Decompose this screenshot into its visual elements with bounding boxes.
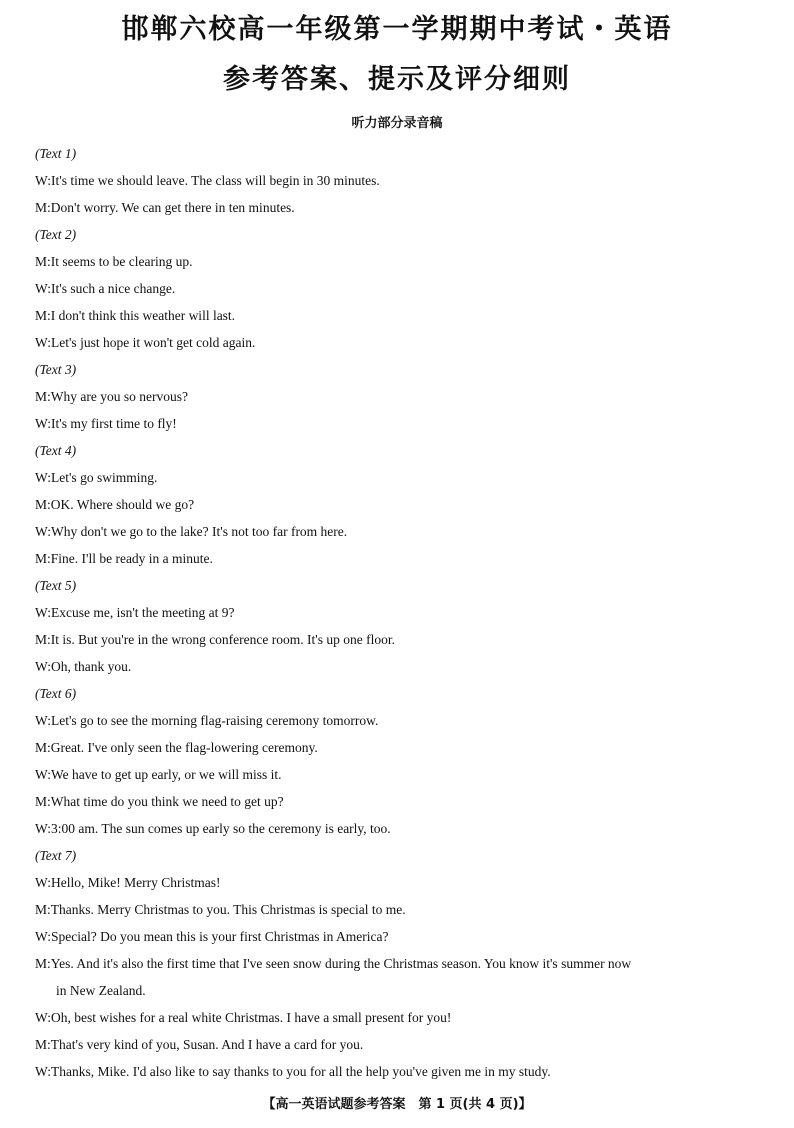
dialog-text-continuation: in New Zealand. <box>56 983 146 998</box>
speaker-label: M <box>35 389 48 404</box>
dialog-text: Special? Do you mean this is your first Christmas in America? <box>51 929 389 944</box>
dialog-text: Great. I've only seen the flag-lowering ceremony. <box>50 740 318 755</box>
text-section-label <box>35 356 765 383</box>
dialog-text: Thanks. Merry Christmas to you. This Christmas is special to me. <box>50 902 406 917</box>
dialog-text: 3:00 am. The sun comes up early so the ceremony is early, too. <box>51 821 391 836</box>
dialog-line <box>35 167 765 194</box>
speaker-label: W <box>35 767 48 782</box>
speaker-colon: : <box>47 335 52 350</box>
speaker-colon: : <box>47 875 52 890</box>
text-section-label <box>35 842 765 869</box>
dialog-line <box>35 923 765 950</box>
dialog-line <box>35 734 765 761</box>
text-label: (Text 2) <box>35 227 77 242</box>
text-label: (Text 1) <box>35 146 77 161</box>
dialog-text: Oh, best wishes for a real white Christmas. I have a small present for you! <box>51 1010 452 1025</box>
speaker-colon: : <box>47 821 52 836</box>
speaker-label: M <box>35 956 48 971</box>
dialog-line <box>35 950 765 1004</box>
dialog-line <box>35 275 765 302</box>
dialog-text: It's time we should leave. The class will begin in 30 minutes. <box>51 173 380 188</box>
dialog-line <box>35 626 765 653</box>
speaker-colon: : <box>47 929 52 944</box>
dialog-text: We have to get up early, or we will miss it. <box>51 767 282 782</box>
dialog-text: It's my first time to fly! <box>51 416 177 431</box>
text-section-label <box>35 680 765 707</box>
dialog-line <box>35 869 765 896</box>
dialog-text: It's such a nice change. <box>51 281 176 296</box>
dialog-line <box>35 788 765 815</box>
listening-transcript <box>35 140 765 1085</box>
speaker-label: W <box>35 1064 48 1079</box>
speaker-label: M <box>35 551 48 566</box>
text-section-label <box>35 140 765 167</box>
dialog-text: OK. Where should we go? <box>50 497 195 512</box>
speaker-colon: : <box>47 524 52 539</box>
speaker-colon: : <box>47 713 52 728</box>
dialog-line <box>35 329 765 356</box>
dialog-line <box>35 518 765 545</box>
speaker-label: M <box>35 632 48 647</box>
dialog-line <box>35 599 765 626</box>
speaker-label: W <box>35 605 48 620</box>
speaker-colon: : <box>47 956 51 971</box>
dialog-text: Fine. I'll be ready in a minute. <box>50 551 213 566</box>
speaker-label: W <box>35 281 48 296</box>
dialog-line <box>35 1058 765 1085</box>
speaker-label: W <box>35 659 48 674</box>
speaker-colon: : <box>47 551 51 566</box>
text-label: (Text 5) <box>35 578 77 593</box>
speaker-label: W <box>35 875 48 890</box>
dialog-text: Let's go to see the morning flag-raising ceremony tomorrow. <box>51 713 379 728</box>
page-footer: 【高一英语试题参考答案 第 1 页(共 4 页)】 <box>262 1097 532 1112</box>
speaker-label: M <box>35 200 48 215</box>
dialog-text: It seems to be clearing up. <box>50 254 193 269</box>
speaker-colon: : <box>47 281 52 296</box>
dialog-text: Thanks, Mike. I'd also like to say thanks to you for all the help you've given me in my study. <box>51 1064 551 1079</box>
speaker-label: W <box>35 173 48 188</box>
dialog-text: Hello, Mike! Merry Christmas! <box>51 875 221 890</box>
speaker-label: W <box>35 524 48 539</box>
dialog-line <box>35 383 765 410</box>
dialog-line <box>35 1004 765 1031</box>
speaker-colon: : <box>47 794 51 809</box>
dialog-text: I don't think this weather will last. <box>50 308 236 323</box>
dialog-line <box>35 194 765 221</box>
speaker-label: W <box>35 713 48 728</box>
speaker-colon: : <box>47 1037 51 1052</box>
speaker-colon: : <box>47 308 51 323</box>
section-heading: 听力部分录音稿 <box>351 116 443 131</box>
text-section-label <box>35 221 765 248</box>
text-section-label <box>35 437 765 464</box>
speaker-label: W <box>35 335 48 350</box>
speaker-label: M <box>35 794 48 809</box>
dialog-line <box>35 248 765 275</box>
speaker-label: W <box>35 821 48 836</box>
speaker-colon: : <box>47 1010 52 1025</box>
speaker-label: M <box>35 902 48 917</box>
speaker-label: M <box>35 308 48 323</box>
speaker-label: W <box>35 1010 48 1025</box>
speaker-colon: : <box>47 254 51 269</box>
dialog-text: Excuse me, isn't the meeting at 9? <box>51 605 235 620</box>
speaker-colon: : <box>47 470 52 485</box>
speaker-label: M <box>35 497 48 512</box>
dialog-line <box>35 491 765 518</box>
speaker-colon: : <box>47 1064 52 1079</box>
speaker-label: W <box>35 470 48 485</box>
speaker-colon: : <box>47 497 51 512</box>
dialog-text: Let's go swimming. <box>51 470 158 485</box>
speaker-label: M <box>35 740 48 755</box>
speaker-colon: : <box>47 389 51 404</box>
dialog-line <box>35 707 765 734</box>
dialog-text: Don't worry. We can get there in ten minutes. <box>50 200 295 215</box>
speaker-label: W <box>35 416 48 431</box>
dialog-line <box>35 1031 765 1058</box>
dialog-line <box>35 815 765 842</box>
speaker-colon: : <box>47 416 52 431</box>
speaker-colon: : <box>47 740 51 755</box>
dialog-line <box>35 761 765 788</box>
speaker-colon: : <box>47 605 52 620</box>
dialog-text: It is. But you're in the wrong conference room. It's up one floor. <box>50 632 395 647</box>
dialog-text: Why are you so nervous? <box>50 389 188 404</box>
text-section-label <box>35 572 765 599</box>
dialog-text: That's very kind of you, Susan. And I have a card for you. <box>50 1037 364 1052</box>
speaker-colon: : <box>47 659 52 674</box>
text-label: (Text 7) <box>35 848 77 863</box>
dialog-line <box>35 896 765 923</box>
text-label: (Text 3) <box>35 362 77 377</box>
text-label: (Text 4) <box>35 443 77 458</box>
dialog-text: Why don't we go to the lake? It's not too far from here. <box>51 524 348 539</box>
speaker-colon: : <box>47 173 52 188</box>
speaker-label: M <box>35 1037 48 1052</box>
text-label: (Text 6) <box>35 686 77 701</box>
speaker-label: M <box>35 254 48 269</box>
document-title: 邯郸六校高一年级第一学期期中考试・英语 <box>121 14 673 45</box>
speaker-label: W <box>35 929 48 944</box>
speaker-colon: : <box>47 767 52 782</box>
dialog-text: Yes. And it's also the first time that I've seen snow during the Christmas season. You know it's summer now <box>50 956 632 971</box>
dialog-line <box>35 410 765 437</box>
speaker-colon: : <box>47 200 51 215</box>
dialog-line <box>35 302 765 329</box>
speaker-colon: : <box>47 902 51 917</box>
dialog-line <box>35 464 765 491</box>
dialog-text: What time do you think we need to get up? <box>50 794 284 809</box>
document-subtitle: 参考答案、提示及评分细则 <box>223 64 571 95</box>
dialog-line <box>35 545 765 572</box>
dialog-line <box>35 653 765 680</box>
speaker-colon: : <box>47 632 51 647</box>
dialog-text: Let's just hope it won't get cold again. <box>51 335 256 350</box>
dialog-text: Oh, thank you. <box>51 659 132 674</box>
